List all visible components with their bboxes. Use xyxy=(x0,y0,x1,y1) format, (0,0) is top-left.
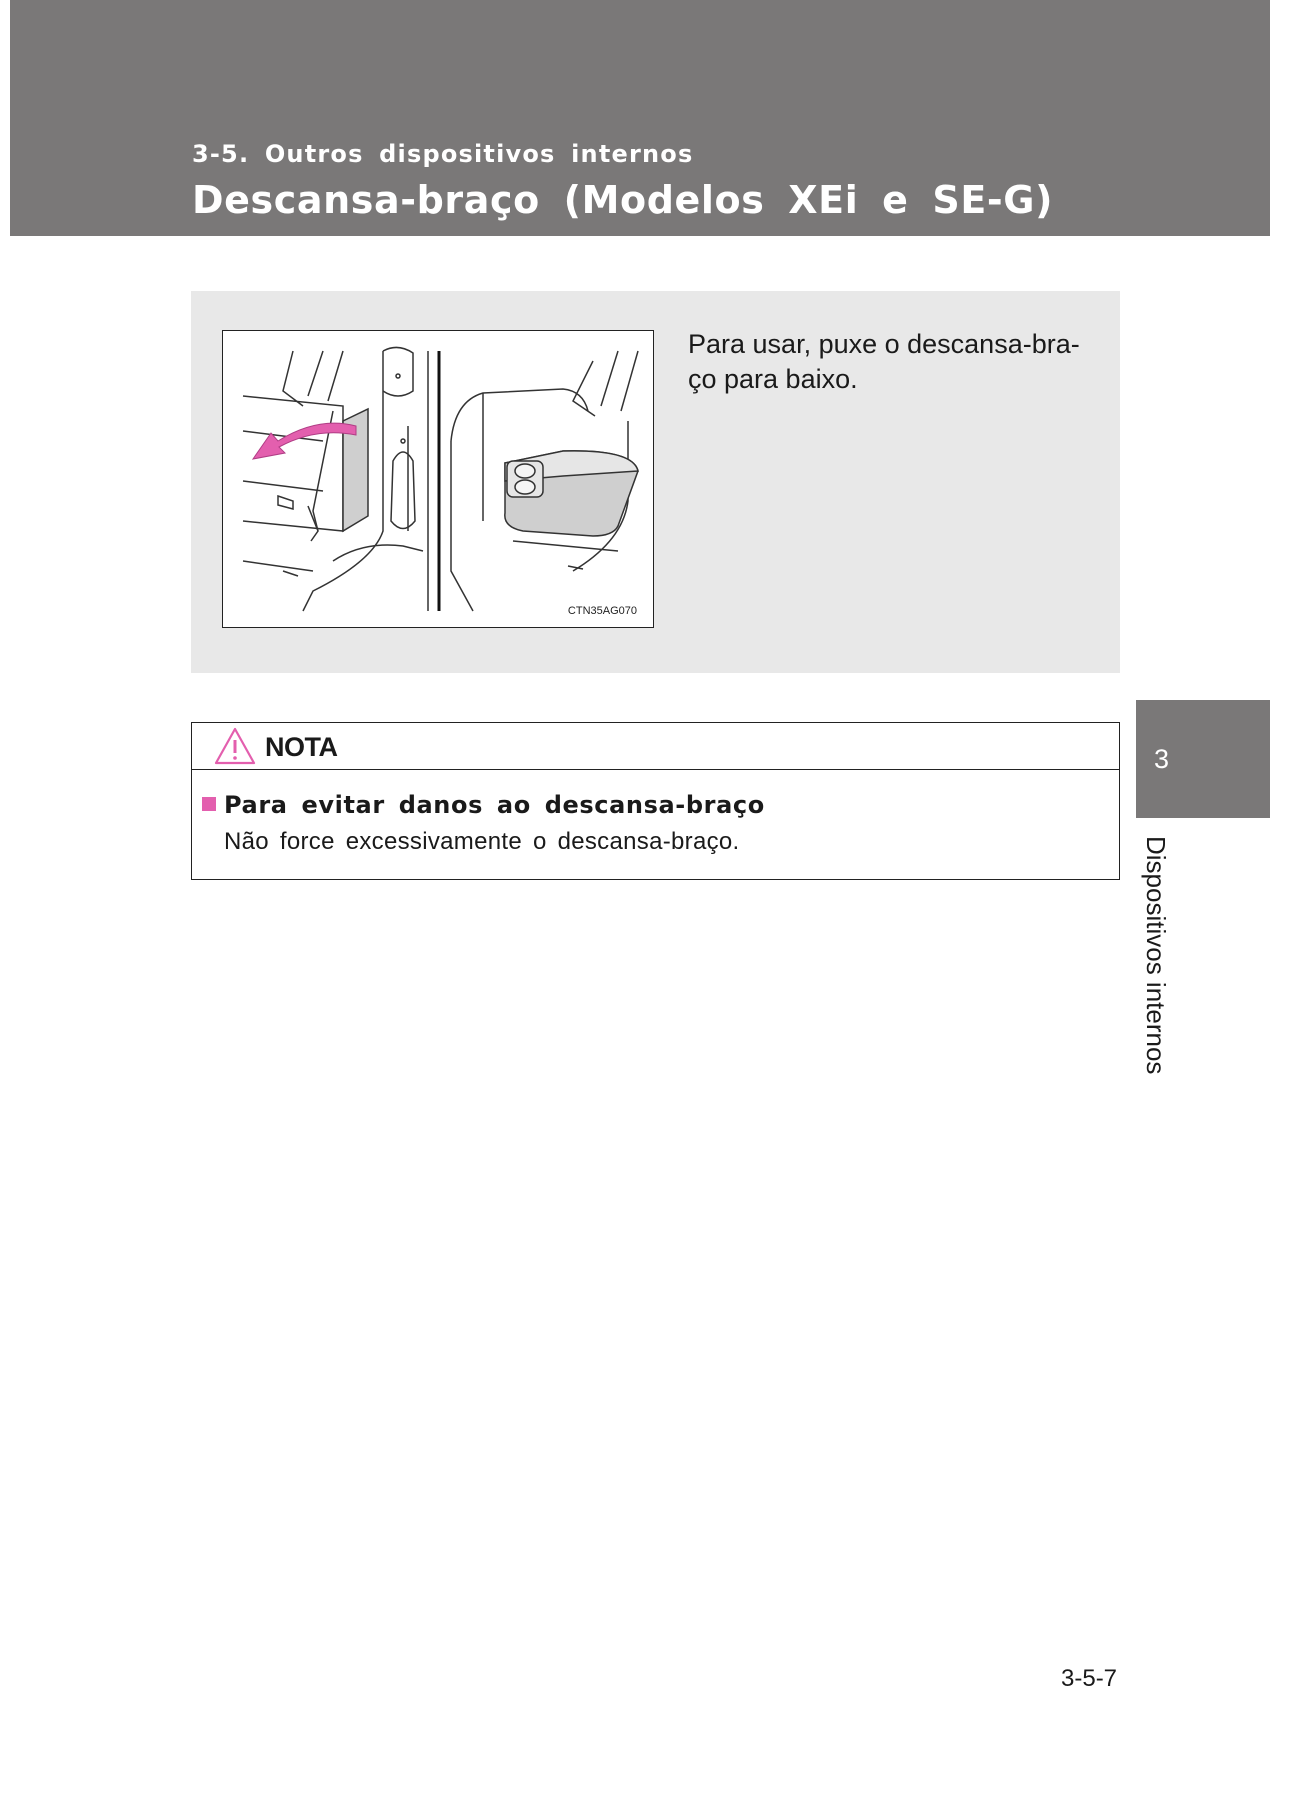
illustration-panel xyxy=(191,291,1120,673)
section-label: 3-5. Outros dispositivos internos xyxy=(192,140,694,168)
note-box xyxy=(191,722,1120,880)
square-bullet-icon xyxy=(202,797,216,811)
chapter-side-label: Dispositivos internos xyxy=(1141,836,1171,1075)
note-body: Não force excessivamente o descansa-braço. xyxy=(224,828,740,855)
chapter-tab xyxy=(1136,700,1270,818)
chapter-number: 3 xyxy=(1154,744,1170,774)
note-subtitle xyxy=(202,791,765,819)
page-title: Descansa-braço (Modelos XEi e SE-G) xyxy=(192,178,1054,222)
page-number: 3-5-7 xyxy=(1061,1665,1118,1692)
armrest-illustration xyxy=(222,330,654,628)
note-subtitle-text: Para evitar danos ao descansa-braço xyxy=(224,791,765,819)
figure-code: CTN35AG070 xyxy=(567,605,637,617)
warning-triangle-icon xyxy=(214,727,256,770)
instruction-text xyxy=(688,327,1113,397)
note-title: NOTA xyxy=(265,732,338,762)
instruction-line: Para usar, puxe o descansa-bra- ço para baixo. xyxy=(688,329,1080,394)
armrest-drawing xyxy=(223,331,655,629)
note-header xyxy=(192,723,1119,770)
